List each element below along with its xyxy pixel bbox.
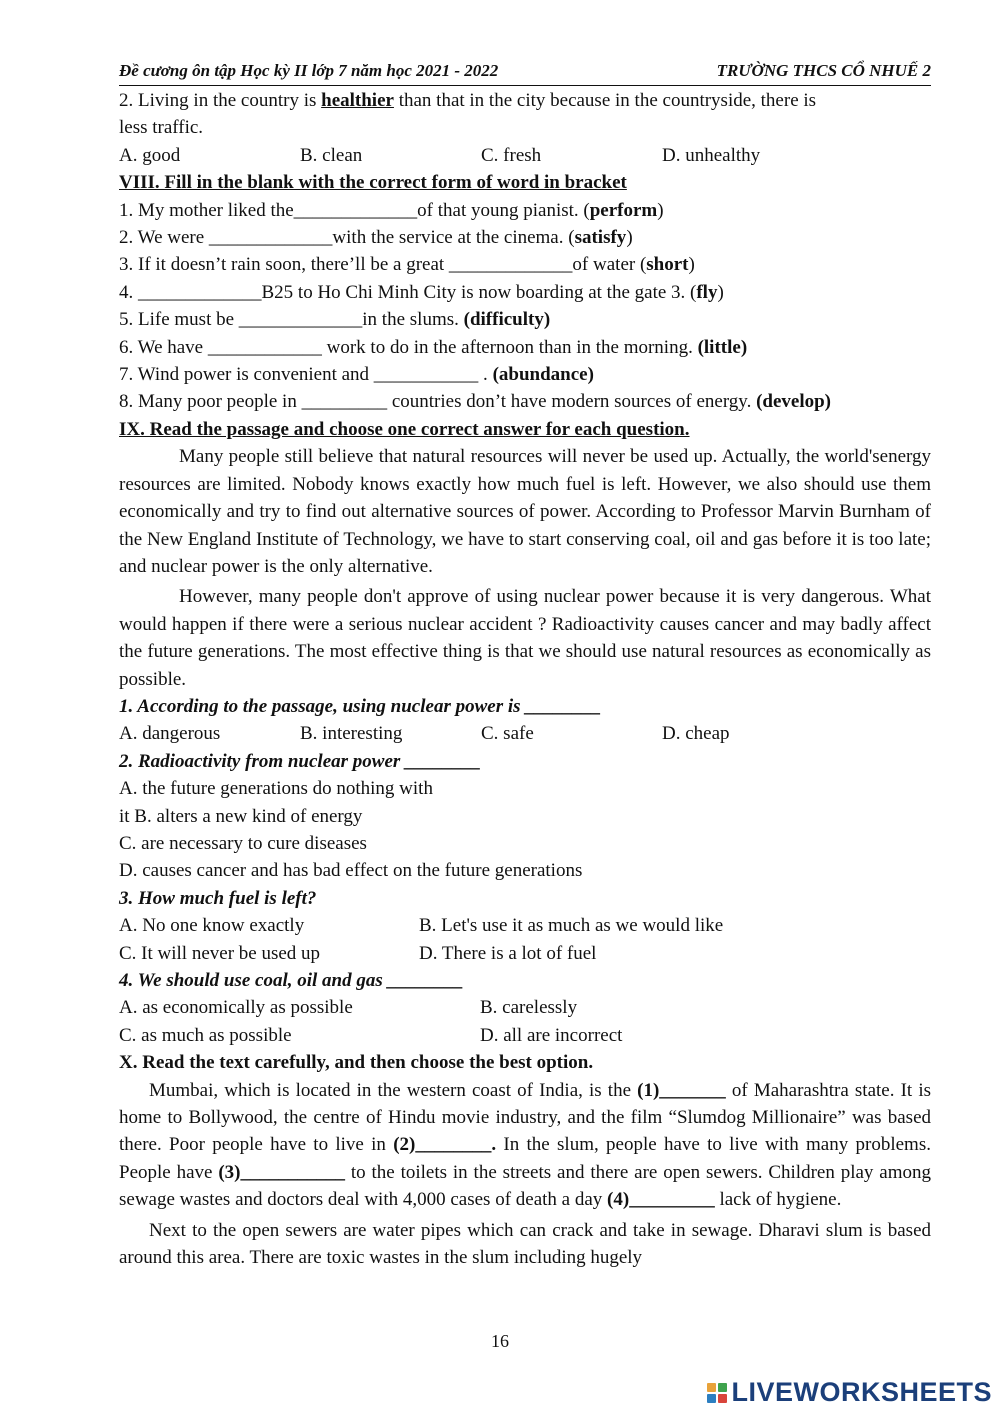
option-c[interactable]: C. It will never be used up: [119, 942, 321, 964]
blank-2[interactable]: (2)________.: [393, 1134, 497, 1156]
option-b[interactable]: it B. alters a new kind of energy: [119, 805, 363, 827]
fill-blank-item[interactable]: 1. My mother liked the_____________of that young pianist. (perform): [119, 199, 664, 221]
cloze-paragraph: Mumbai, which is located in the western coast of India, is the (1)_______ of Maharashtra state. It is home to Bollywood, the centre of Hindu movie industry, and the film “Slumdog Millionaire” was based there. Poor people have to live in (2)________. In the slum, people have to live with many problems. People have (3)___________ to the toilets in the streets and there are open sewers. Children play among sewage wastes and doctors deal with 4,000 cases of death a day (4)_________ lack of hygiene.: [119, 1079, 932, 1211]
header-school-name: TRƯỜNG THCS CỔ NHUẾ 2: [716, 61, 931, 80]
logo-grid-icon: [707, 1383, 727, 1403]
option-c[interactable]: C. fresh: [481, 144, 542, 166]
option-a[interactable]: A. No one know exactly: [119, 915, 305, 937]
option-a[interactable]: A. dangerous: [119, 723, 221, 745]
answer-options: [119, 720, 931, 747]
highlighted-word: healthier: [321, 90, 394, 111]
cloze-paragraph: Next to the open sewers are water pipes which can crack and take in sewage. Dharavi slum is based around this area. There are toxic wastes in the slum including hugely: [119, 1219, 931, 1269]
question-prompt: 4. We should use coal, oil and gas ________: [119, 970, 464, 991]
question-prompt: 2. Radioactivity from nuclear power ________: [119, 750, 482, 772]
answer-options: [119, 940, 931, 967]
option-a[interactable]: A. the future generations do nothing with: [119, 778, 433, 800]
option-b[interactable]: B. carelessly: [480, 997, 578, 1019]
option-b[interactable]: B. Let's use it as much as we would like: [419, 915, 724, 937]
question-prompt: 3. How much fuel is left?: [119, 887, 317, 909]
option-c[interactable]: C. are necessary to cure diseases: [119, 832, 367, 854]
worksheet-page: [119, 58, 931, 1271]
option-a[interactable]: A. good: [119, 144, 181, 166]
option-d[interactable]: D. causes cancer and has bad effect on the future generations: [119, 860, 583, 882]
answer-options: [119, 142, 931, 169]
question-prompt: 1. According to the passage, using nuclear power is ________: [119, 695, 602, 717]
section-title: VIII. Fill in the blank with the correct form of word in bracket: [119, 172, 627, 194]
logo-tile: [707, 1394, 716, 1403]
reading-paragraph: However, many people don't approve of using nuclear power because it is very dangerous. What would happen if there were a serious nuclear accident ? Radioactivity causes cancer and may badly affect the future generations. The most effective thing is that we should use natural resources as economically as possible.: [119, 586, 931, 690]
section-title: X. Read the text carefully, and then choose the best option.: [119, 1052, 594, 1074]
option-d[interactable]: D. cheap: [662, 723, 730, 745]
reading-paragraph: Many people still believe that natural resources will never be used up. Actually, the world'senergy resources are limited. Nobody knows exactly how much fuel is left. However, we also should use them economically and try to find out alternative sources of power. According to Professor Marvin Burnham of the New England Institute of Technology, we have to start conserving coal, oil and gas before it is too late; and nuclear power is the only alternative.: [119, 446, 931, 577]
fill-blank-item[interactable]: 2. We were _____________with the service at the cinema. (satisfy): [119, 227, 633, 249]
page-header: [119, 58, 931, 86]
option-c[interactable]: C. as much as possible: [119, 1024, 292, 1046]
logo-tile: [718, 1383, 727, 1392]
option-b[interactable]: B. clean: [300, 144, 363, 166]
blank-1[interactable]: (1)_______: [637, 1079, 726, 1101]
question-line: less traffic.: [119, 117, 204, 139]
fill-blank-item[interactable]: 8. Many poor people in _________ countries don’t have modern sources of energy. (develop): [119, 391, 832, 413]
question-line: 2. Living in the country is healthier than that in the city because in the countryside, there is: [119, 90, 817, 111]
fill-blank-item[interactable]: 4. _____________B25 to Ho Chi Minh City is now boarding at the gate 3. (fly): [119, 281, 724, 303]
blank-4[interactable]: (4)_________: [607, 1189, 715, 1211]
option-c[interactable]: C. safe: [481, 723, 534, 745]
section-title: IX. Read the passage and choose one correct answer for each question.: [119, 418, 690, 440]
fill-blank-item[interactable]: 7. Wind power is convenient and ___________ . (abundance): [119, 364, 594, 386]
option-d[interactable]: D. unhealthy: [662, 144, 761, 166]
option-d[interactable]: D. all are incorrect: [480, 1024, 623, 1046]
logo-tile: [707, 1383, 716, 1392]
logo-wordmark: LIVEWORKSHEETS: [731, 1377, 992, 1407]
fill-blank-item[interactable]: 5. Life must be _____________in the slums. (difficulty): [119, 309, 551, 331]
header-course-title: Đề cương ôn tập Học kỳ II lớp 7 năm học 2021 - 2022: [119, 61, 499, 80]
answer-options: [119, 1022, 931, 1049]
liveworksheets-logo: [707, 1377, 992, 1408]
answer-options: [119, 912, 931, 939]
page-number: 16: [491, 1331, 509, 1351]
option-b[interactable]: B. interesting: [300, 723, 403, 745]
fill-blank-item[interactable]: 6. We have ____________ work to do in the afternoon than in the morning. (little): [119, 336, 748, 358]
option-a[interactable]: A. as economically as possible: [119, 997, 353, 1019]
blank-3[interactable]: (3)___________: [218, 1161, 345, 1183]
answer-options: [119, 994, 931, 1021]
fill-blank-item[interactable]: 3. If it doesn’t rain soon, there’ll be a great _____________of water (short): [119, 254, 695, 276]
option-d[interactable]: D. There is a lot of fuel: [419, 942, 597, 964]
logo-tile: [718, 1394, 727, 1403]
